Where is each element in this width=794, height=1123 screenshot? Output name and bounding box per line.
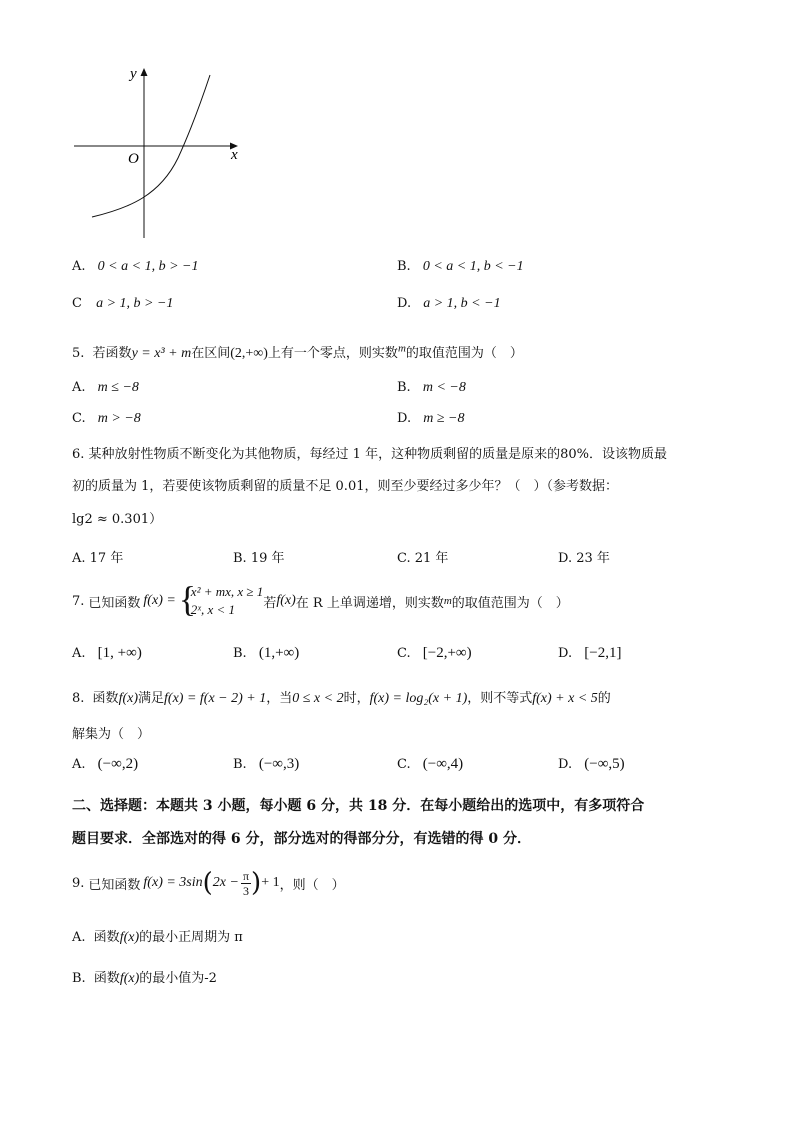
- left-paren: (: [202, 868, 213, 898]
- section-2-heading-line-1: 二、选择题：本题共 3 小题，每小题 6 分，共 18 分．在每小题给出的选项中，有多项符合: [72, 798, 645, 814]
- option-expr: a > 1, b > −1: [96, 296, 174, 311]
- question-text: 上有一个零点，则实数: [267, 346, 398, 361]
- function-ref: f(x): [119, 930, 140, 945]
- option-letter: B.: [233, 646, 247, 661]
- right-paren: ): [251, 868, 262, 898]
- question-text: 函数: [92, 691, 119, 706]
- q4-option-a: [72, 259, 198, 275]
- question-7: [72, 580, 569, 622]
- option-letter: A.: [72, 646, 86, 661]
- option-text: 的最小正周期为 π: [139, 930, 243, 945]
- q5-option-a: [72, 380, 139, 396]
- question-text: ，当: [266, 691, 293, 706]
- q8-option-c: [397, 756, 463, 773]
- function-graph: [60, 60, 260, 245]
- function-ref: f(x): [118, 691, 138, 706]
- fraction-numerator: π: [242, 868, 250, 883]
- y-axis-arrow: [141, 68, 148, 76]
- question-number: 7.: [72, 593, 85, 609]
- option-letter: B.: [397, 380, 411, 395]
- case-1: x² + mx, x ≥ 1: [190, 584, 264, 599]
- option-letter: A.: [72, 930, 86, 945]
- question-number: 9.: [72, 875, 85, 891]
- q5-option-b: [397, 380, 466, 396]
- inequality: f(x) + x < 5: [532, 691, 598, 706]
- q6-option-c: C. 21 年: [397, 551, 449, 566]
- option-text: 函数: [93, 930, 120, 945]
- q7-option-b: [233, 645, 299, 662]
- variable: m: [397, 342, 406, 355]
- origin-label: O: [128, 151, 139, 167]
- q6-option-d: D. 23 年: [558, 551, 610, 566]
- x-axis-label: x: [231, 147, 238, 163]
- question-text: 在 R 上单调递增，则实数: [295, 595, 444, 611]
- q8-option-d: [558, 756, 625, 773]
- inner-expr: 2x −: [212, 875, 239, 890]
- option-letter: B.: [233, 757, 247, 772]
- q6-option-a: A. 17 年: [72, 551, 124, 566]
- option-letter: C.: [397, 646, 411, 661]
- section-2-heading-line-2: 题目要求．全部选对的得 6 分，部分选对的得部分分，有选错的得 0 分．: [72, 831, 531, 847]
- option-expr: (−∞,2): [97, 756, 139, 772]
- fraction-denominator: 3: [243, 883, 249, 898]
- option-expr: (−∞,4): [422, 756, 464, 772]
- option-text: 的最小值为-2: [139, 971, 217, 986]
- option-letter: C.: [72, 411, 86, 426]
- condition: 0 ≤ x < 2: [292, 691, 344, 706]
- q7-option-d: [558, 645, 621, 662]
- q7-option-c: [397, 645, 472, 662]
- left-brace: {: [178, 579, 197, 619]
- question-8-line-2: 解集为（ ）: [72, 727, 151, 742]
- question-text: 若: [263, 595, 277, 611]
- option-expr: m ≥ −8: [423, 411, 465, 426]
- q8-option-a: [72, 756, 138, 773]
- q7-option-a: [72, 645, 142, 662]
- question-text: 已知函数: [88, 877, 141, 893]
- option-letter: D.: [558, 646, 573, 661]
- case-2: 2ˣ, x < 1: [190, 602, 236, 617]
- q5-option-c: [72, 411, 141, 427]
- function-def: f(x) =: [143, 593, 176, 608]
- option-expr: m < −8: [422, 380, 466, 395]
- question-text: 在区间: [191, 346, 231, 361]
- option-letter: D.: [558, 757, 573, 772]
- option-expr: (−∞,3): [258, 756, 300, 772]
- question-number: 8.: [72, 691, 85, 706]
- q9-option-b: [72, 967, 217, 987]
- q6-option-b: B. 19 年: [233, 551, 285, 566]
- q4-option-b: [397, 259, 524, 275]
- q5-option-d: [397, 411, 464, 427]
- option-expr: (1,+∞): [258, 645, 300, 661]
- question-text: 的取值范围为（ ）: [451, 595, 569, 611]
- question-text: 的: [597, 691, 611, 706]
- piecewise-cases: [178, 579, 264, 619]
- option-letter: C: [72, 296, 82, 311]
- fraction-pi-over-3: [241, 869, 251, 898]
- q4-option-d: [397, 296, 501, 312]
- option-letter: D.: [397, 411, 412, 426]
- question-5: [72, 342, 523, 362]
- functional-equation: f(x) = f(x − 2) + 1: [164, 691, 267, 706]
- question-text: ，则不等式: [467, 691, 533, 706]
- option-expr: 0 < a < 1, b > −1: [97, 259, 199, 274]
- question-text: 满足: [138, 691, 165, 706]
- variable: m: [443, 595, 452, 607]
- constant-term: + 1: [261, 875, 280, 890]
- option-letter: A.: [72, 380, 86, 395]
- y-axis-label: y: [130, 66, 137, 82]
- option-expr: [−2,+∞): [422, 645, 472, 661]
- option-letter: A.: [72, 757, 86, 772]
- option-letter: B.: [397, 259, 411, 274]
- question-9: [72, 862, 345, 904]
- option-letter: C.: [397, 757, 411, 772]
- question-text: 的取值范围为（ ）: [405, 346, 523, 361]
- function-ref: f(x): [276, 593, 296, 608]
- option-letter: A.: [72, 259, 86, 274]
- function-expr: y = x³ + m: [131, 346, 192, 361]
- q4-option-c: [72, 296, 173, 312]
- question-text: 已知函数: [88, 595, 141, 611]
- option-expr: [−2,1]: [584, 645, 622, 661]
- function-def: f(x) = 3sin: [143, 875, 203, 890]
- option-letter: D.: [397, 296, 412, 311]
- question-text: ，则（ ）: [279, 877, 345, 893]
- option-expr: (−∞,5): [584, 756, 625, 772]
- question-text: 时，: [343, 691, 370, 706]
- function-ref: f(x): [119, 971, 140, 986]
- option-letter: B.: [72, 971, 86, 986]
- option-expr: 0 < a < 1, b < −1: [422, 259, 524, 274]
- question-6-line-3: lg2 ≈ 0.301）: [72, 512, 163, 527]
- question-number: 5.: [72, 346, 85, 361]
- option-expr: m > −8: [97, 411, 141, 426]
- question-text: 若函数: [92, 346, 132, 361]
- option-text: 函数: [93, 971, 120, 986]
- interval-expr: (2,+∞): [230, 346, 268, 361]
- q8-option-b: [233, 756, 299, 773]
- question-6-line-2: 初的质量为 1，若要使该物质剩留的质量不足 0.01，则至少要经过多少年？（ ）（参考数据：: [72, 479, 618, 494]
- q9-option-a: [72, 926, 243, 946]
- option-expr: a > 1, b < −1: [423, 296, 501, 311]
- option-expr: m ≤ −8: [97, 380, 139, 395]
- question-8-line-1: [72, 687, 611, 707]
- option-expr: [1, +∞): [97, 645, 142, 661]
- question-6-line-1: 6. 某种放射性物质不断变化为其他物质，每经过 1 年，这种物质剩留的质量是原来的80%．设该物质最: [72, 447, 667, 462]
- log-expr: f(x) = log₂(x + 1): [369, 691, 468, 706]
